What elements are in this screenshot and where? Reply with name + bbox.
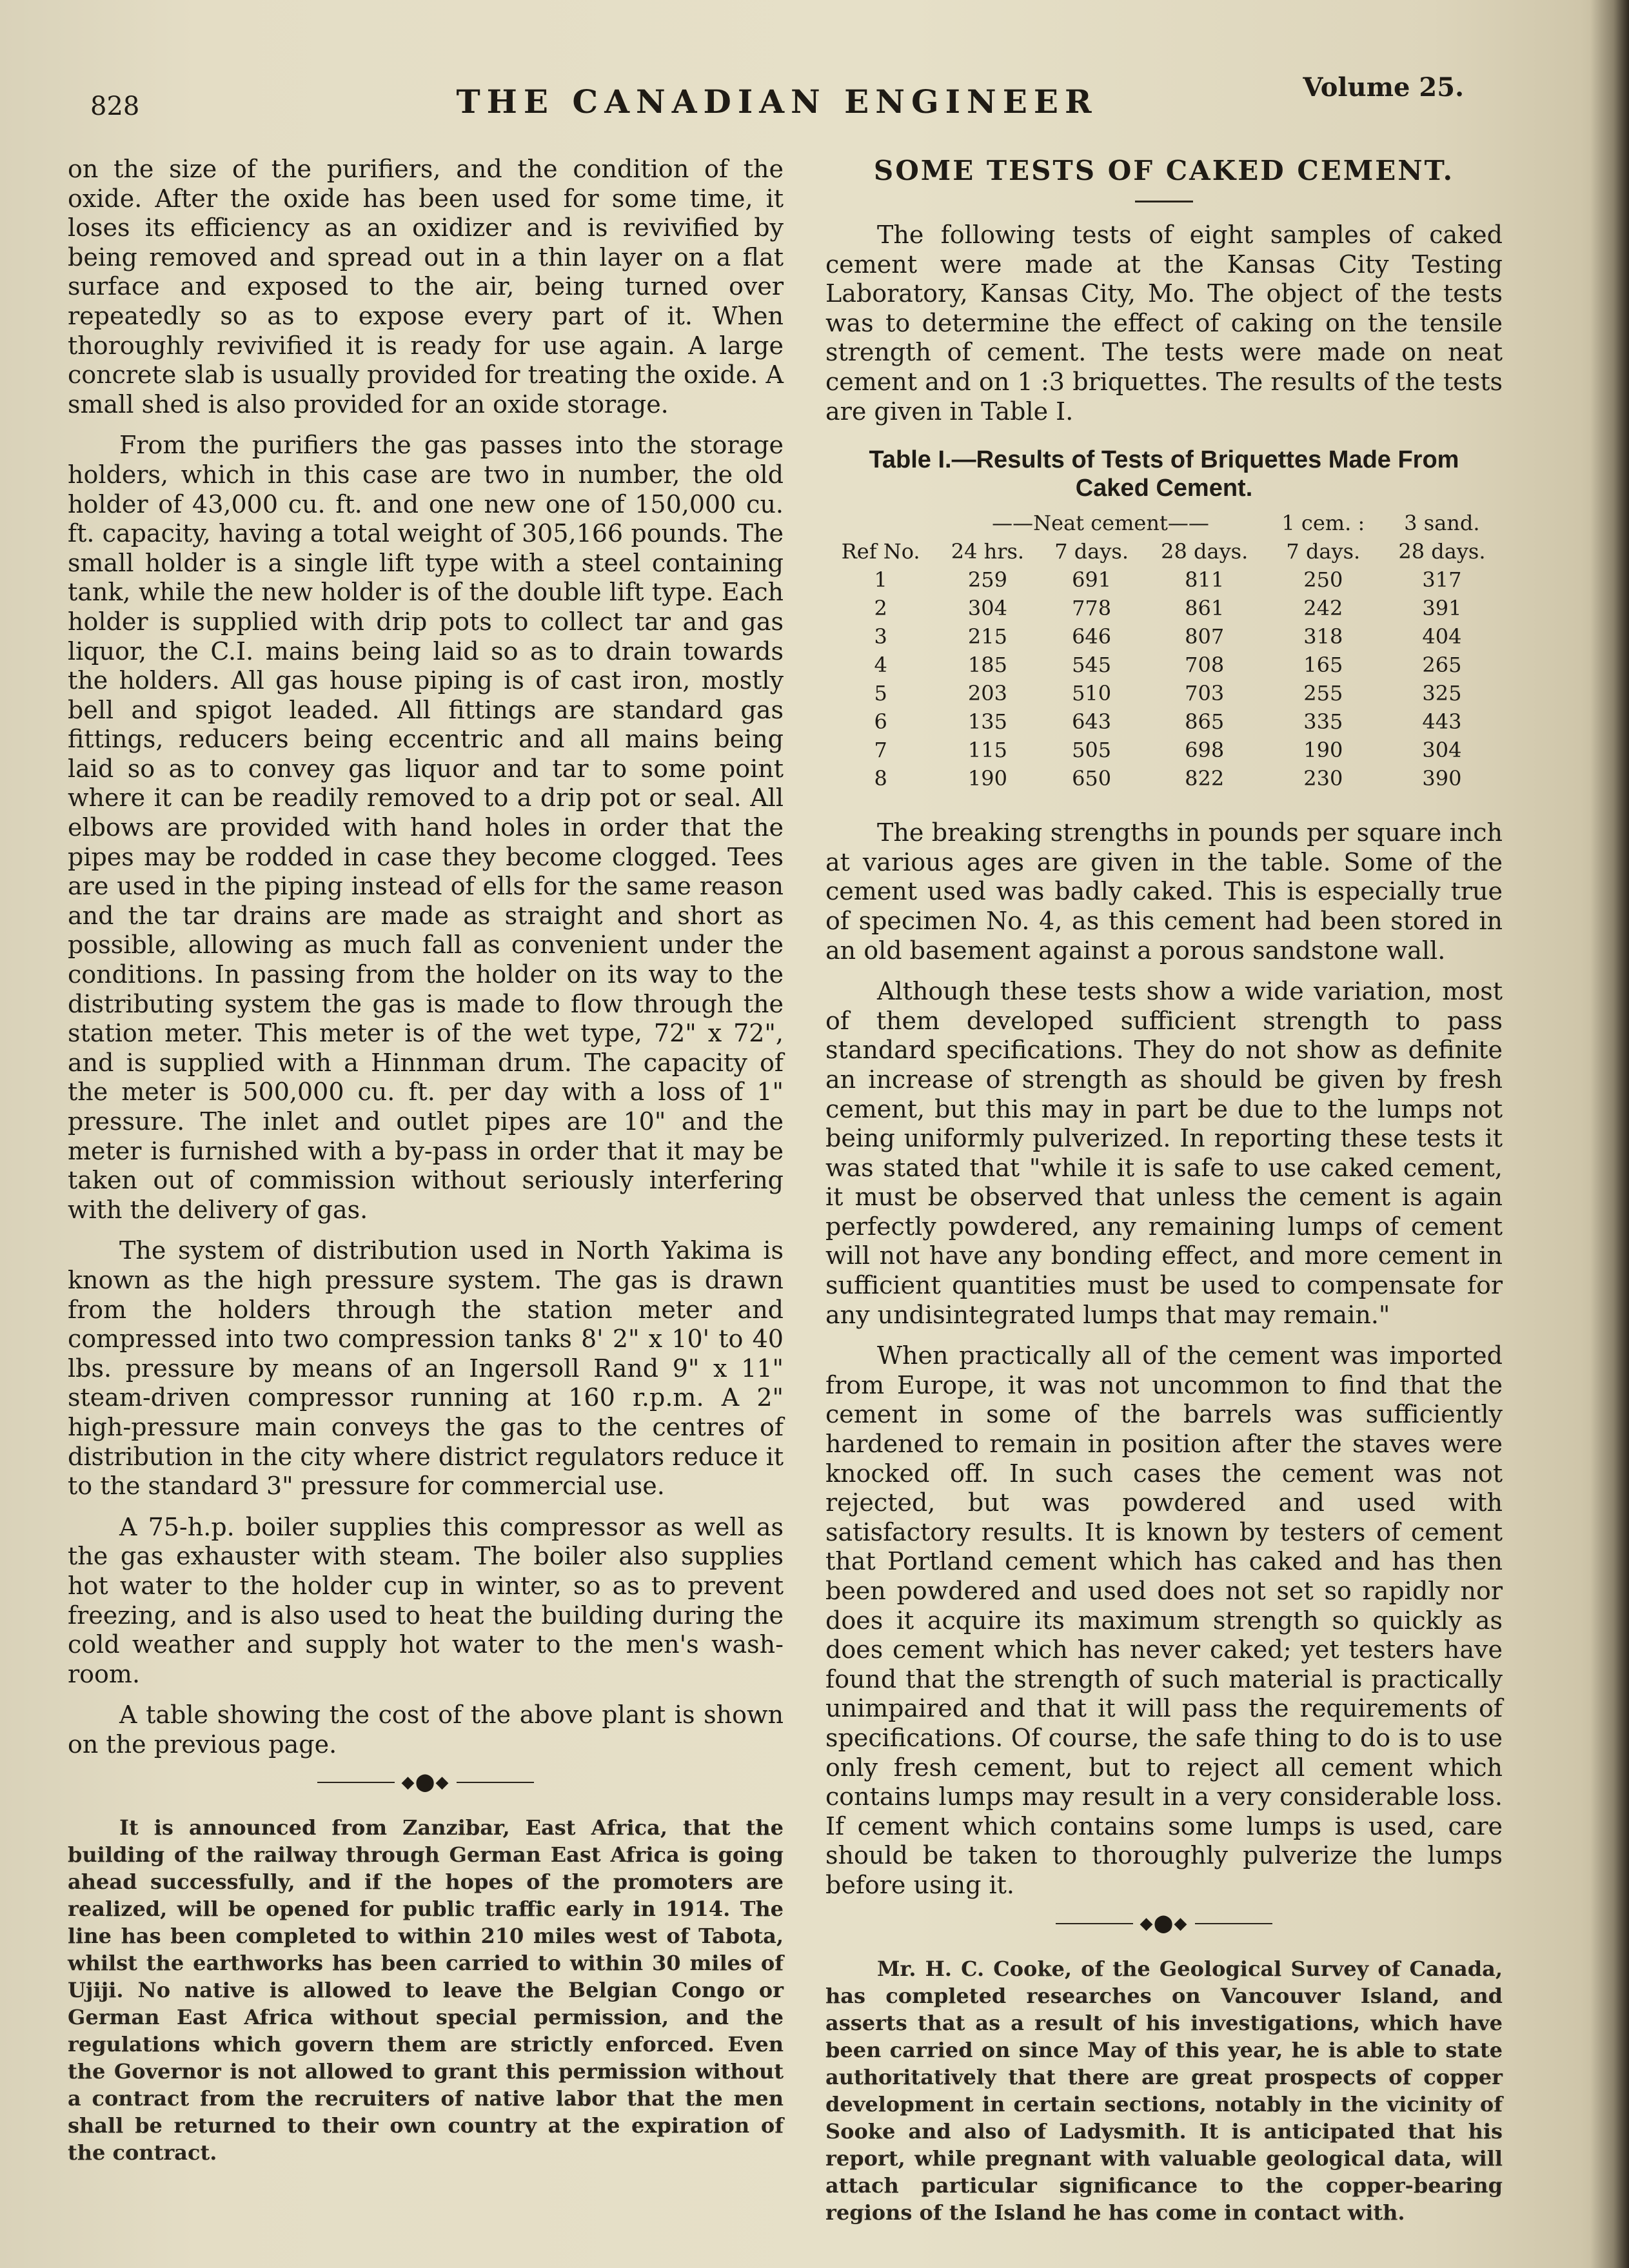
table-cell: 505	[1072, 738, 1112, 763]
table-cell: 650	[1072, 766, 1112, 791]
table-cell: 255	[1303, 681, 1343, 706]
table-cell: 325	[1422, 681, 1462, 706]
right-column	[825, 155, 1503, 2238]
table-cell: 259	[967, 567, 1007, 593]
journal-title: THE CANADIAN ENGINEER	[456, 83, 1098, 121]
table-cell: 6	[874, 709, 887, 735]
table-cell: 185	[967, 653, 1007, 678]
news-note: It is announced from Zanzibar, East Africa, that the building of the railway through German East Africa is going ahead successfully, and if the hopes of the promoters are realized, will be opened for public traffic early in 1914. The line has been completed to within 210 miles west of Tabota, whilst the earthworks has been carried to within 30 miles of Ujiji. No native is allowed to leave the Belgian Congo or German East Africa without special permission, and the regulations which govern them are strictly enforced. Even the Governor is not allowed to grant this permission without a contract from the recruiters of native labor that the men shall be returned to their own country at the expiration of the contract.	[68, 1815, 784, 2165]
table-cell: 691	[1072, 567, 1112, 593]
table-cell: 3	[874, 624, 887, 649]
table-cell: 115	[967, 738, 1007, 763]
table-cell: 5	[874, 681, 887, 706]
table-row	[825, 736, 1503, 764]
col-header: 7 days.	[1286, 539, 1361, 564]
left-column	[68, 155, 784, 2178]
table-cell: 242	[1303, 596, 1343, 621]
table-cell: 708	[1185, 653, 1225, 678]
results-table	[825, 509, 1503, 793]
table-cell: 317	[1422, 567, 1462, 593]
table-cell: 265	[1422, 653, 1462, 678]
table-cell: 391	[1422, 596, 1462, 621]
heading-rule	[1135, 201, 1193, 202]
volume-label: Volume 25.	[1303, 72, 1464, 103]
table-row	[825, 707, 1503, 736]
table-row	[825, 679, 1503, 707]
table-title-line: Table I.—Results of Tests of Briquettes Made From	[869, 446, 1459, 474]
table-cell: 1	[874, 567, 887, 593]
table-row	[825, 594, 1503, 622]
table-cell: 545	[1072, 653, 1112, 678]
table-cell: 190	[1303, 738, 1343, 763]
section-divider: ◆⬤◆	[68, 1772, 784, 1792]
paragraph: A 75-h.p. boiler supplies this compressor as well as the gas exhauster with steam. The boiler also supplies hot water to the holder cup in winter, so as to prevent freezing, and is also used to heat the building during the cold weather and supply hot water to the men's wash-room.	[68, 1512, 784, 1688]
page-number: 828	[90, 92, 140, 121]
running-header	[90, 72, 1464, 124]
col-header: 7 days.	[1054, 539, 1129, 564]
table-row	[825, 764, 1503, 793]
table-cell: 190	[967, 766, 1007, 791]
group-neat-cement: ——Neat cement——	[992, 511, 1209, 536]
table-cell: 443	[1422, 709, 1462, 735]
table-cell: 203	[967, 681, 1007, 706]
paragraph: When practically all of the cement was imported from Europe, it was not uncommon to find that the cement in some of the barrels was sufficiently hardened to remain in position after the staves were knocked off. In such cases the cement was not rejected, but was powdered and used with satisfactory results. It is known by testers of cement that Portland cement which has caked and has then been powdered and used does not set so rapidly nor does it acquire its maximum strength so quickly as does cement which has never caked; yet testers have found that the strength of such material is practically unimpaired and that it will pass the requirements of specifications. Of course, the safe thing to do is to use only fresh cement, but to reject all cement which contains lumps may result in a very considerable loss. If cement which contains some lumps is used, care should be taken to thoroughly pulverize the lumps before using it.	[825, 1341, 1503, 1899]
table-cell: 390	[1422, 766, 1462, 791]
paragraph: The following tests of eight samples of caked cement were made at the Kansas City Testing Laboratory, Kansas City, Mo. The object of the tests was to determine the effect of caking on the tensile strength of cement. The tests were made on neat cement and on 1 :3 briquettes. The results of the tests are given in Table I.	[825, 221, 1503, 426]
paragraph: on the size of the purifiers, and the condition of the oxide. After the oxide has been used for some time, it loses its efficiency as an oxidizer and is revivified by being removed and spread out in a thin layer on a flat surface and exposed to the air, being turned over repeatedly so as to expose every part of it. When thoroughly revivified it is ready for use again. A large concrete slab is usually provided for treating the oxide. A small shed is also provided for an oxide storage.	[68, 155, 784, 419]
book-gutter-shadow	[1590, 0, 1629, 2268]
paragraph: From the purifiers the gas passes into the storage holders, which in this case are two in number, the old holder of 43,000 cu. ft. and one new one of 150,000 cu. ft. capacity, having a total weight of 305,166 pounds. The small holder is a single lift type with a steel containing tank, while the new holder is of the double lift type. Each holder is supplied with drip pots to collect tar and gas liquor, the C.I. mains being laid so as to drain towards the holders. All gas house piping is of cast iron, mostly bell and spigot leaded. All fittings are standard gas fittings, reducers being eccentric and all mains being laid so as to convey gas liquor and tar to some point where it can be readily removed to a drip pot or seal. All elbows are provided with hand holes in order that the pipes may be rodded in case they become clogged. Tees are used in the piping instead of ells for the same reason and the tar drains are made as straight and short as possible, allowing as much fall as convenient under the conditions. In passing from the holder on its way to the distributing system the gas is made to flow through the station meter. This meter is of the wet type, 72" x 72", and is supplied with a Hinnman drum. The capacity of the meter is 500,000 cu. ft. per day with a loss of 1" pressure. The inlet and outlet pipes are 10" and the meter is furnished with a by-pass in order that it may be taken out of commission without seriously interfering with the delivery of gas.	[68, 431, 784, 1224]
news-note: Mr. H. C. Cooke, of the Geological Survey of Canada, has completed researches on Vancouver Island, and asserts that as a result of his investigations, which have been carried on since May of this year, he is able to state authoritatively that there are great prospects of copper development in certain sections, notably in the vicinity of Sooke and also of Ladysmith. It is anticipated that his report, while pregnant with valuable geological data, will attach particular significance to the copper-bearing regions of the Island he has come in contact with.	[825, 1956, 1503, 2225]
col-header: Ref No.	[841, 539, 920, 564]
table-cell: 703	[1185, 681, 1225, 706]
table-cell: 811	[1185, 567, 1225, 593]
col-header: 28 days.	[1161, 539, 1249, 564]
table-header-row	[825, 537, 1503, 566]
table-cell: 861	[1185, 596, 1225, 621]
table-cell: 698	[1185, 738, 1225, 763]
group-mix-cement: 1 cem. :	[1281, 511, 1365, 536]
table-cell: 643	[1072, 709, 1112, 735]
table-cell: 318	[1303, 624, 1343, 649]
group-mix-sand: 3 sand.	[1404, 511, 1480, 536]
table-group-header	[825, 509, 1503, 537]
table-cell: 230	[1303, 766, 1343, 791]
table-cell: 335	[1303, 709, 1343, 735]
col-header: 28 days.	[1398, 539, 1486, 564]
table-cell: 2	[874, 596, 887, 621]
table-cell: 304	[1422, 738, 1462, 763]
table-cell: 404	[1422, 624, 1462, 649]
paragraph: The system of distribution used in North Yakima is known as the high pressure system. The gas is drawn from the holders through the station meter and compressed into two compression tanks 8' 2" x 10' to 40 lbs. pressure by means of an Ingersoll Rand 9" x 11" steam-driven compressor running at 160 r.p.m. A 2" high-pressure main conveys the gas to the centres of distribution in the city where district regulators reduce it to the standard 3" pressure for commercial use.	[68, 1236, 784, 1501]
table-cell: 778	[1072, 596, 1112, 621]
paragraph: Although these tests show a wide variation, most of them developed sufficient strength to pass standard specifications. They do not show as definite an increase of strength as should be given by fresh cement, but this may in part be due to the lumps not being uniformly pulverized. In reporting these tests it was stated that "while it is safe to use caked cement, it must be observed that unless the cement is again perfectly powdered, any remaining lumps of cement will not have any bonding effect, and more cement in sufficient quantities must be used to compensate for any undisintegrated lumps that may remain."	[825, 977, 1503, 1329]
col-header: 24 hrs.	[951, 539, 1025, 564]
table-title	[825, 446, 1503, 502]
table-cell: 4	[874, 653, 887, 678]
table-cell: 822	[1185, 766, 1225, 791]
table-row	[825, 566, 1503, 594]
table-cell: 510	[1072, 681, 1112, 706]
table-cell: 8	[874, 766, 887, 791]
table-cell: 646	[1072, 624, 1112, 649]
paragraph: A table showing the cost of the above plant is shown on the previous page.	[68, 1701, 784, 1759]
table-row	[825, 622, 1503, 651]
table-cell: 135	[967, 709, 1007, 735]
table-row	[825, 651, 1503, 679]
table-cell: 215	[967, 624, 1007, 649]
paragraph: The breaking strengths in pounds per square inch at various ages are given in the table. Some of the cement used was badly caked. This is especially true of specimen No. 4, as this cement had been stored in an old basement against a porous sandstone wall.	[825, 818, 1503, 965]
section-divider: ◆⬤◆	[825, 1913, 1503, 1933]
table-title-line: Caked Cement.	[1075, 475, 1253, 502]
table-cell: 865	[1185, 709, 1225, 735]
table-cell: 304	[967, 596, 1007, 621]
table-cell: 807	[1185, 624, 1225, 649]
article-heading: SOME TESTS OF CAKED CEMENT.	[873, 155, 1455, 186]
table-cell: 250	[1303, 567, 1343, 593]
table-cell: 7	[874, 738, 887, 763]
table-cell: 165	[1303, 653, 1343, 678]
